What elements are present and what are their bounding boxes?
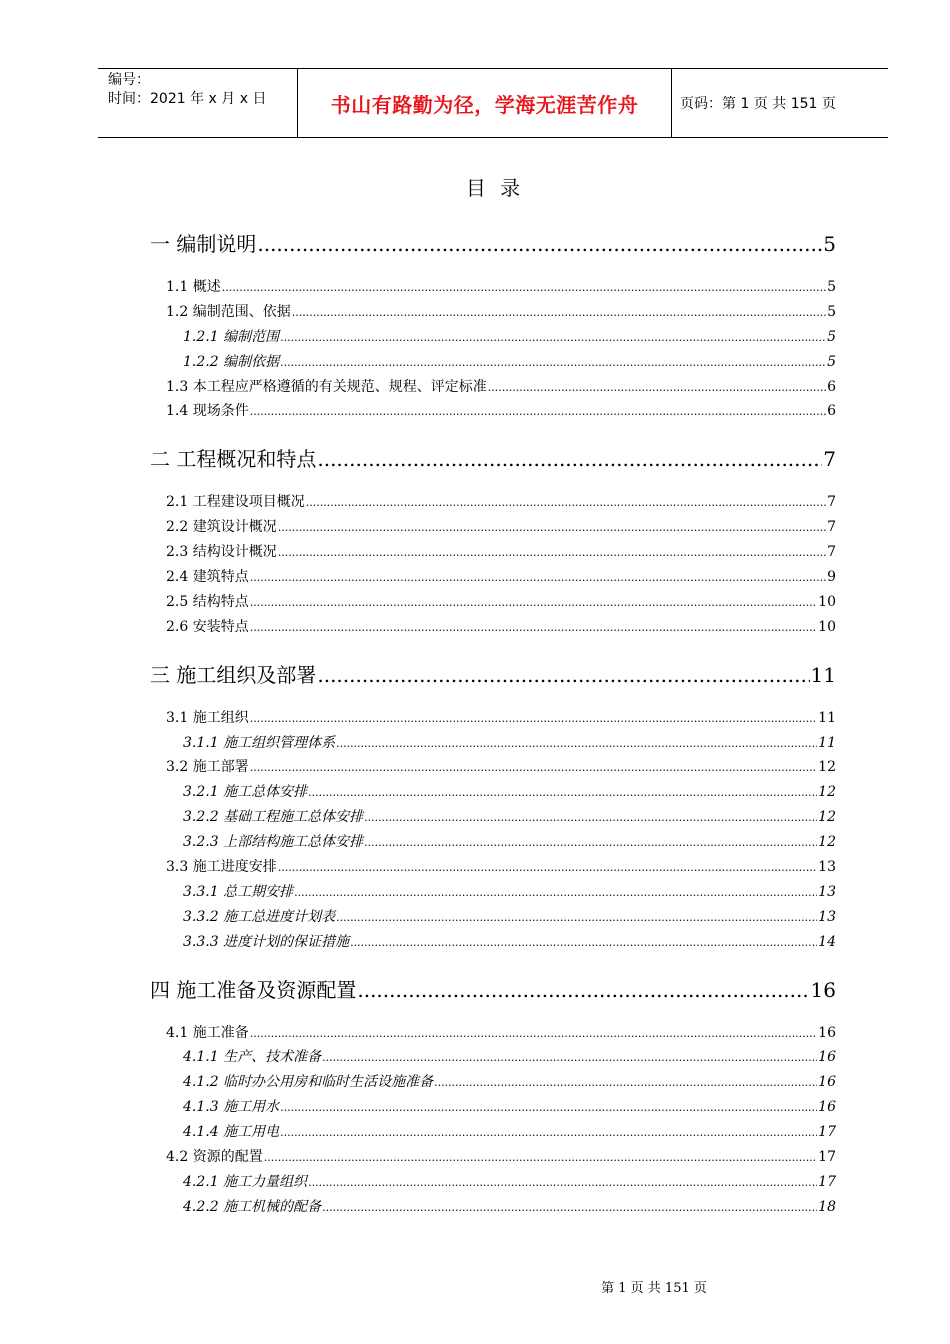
page-footer: 第 1 页 共 151 页 xyxy=(601,1281,707,1296)
toc-entry-title: 4.1.1 生产、技术准备 xyxy=(183,1049,322,1066)
toc-entry[interactable] xyxy=(150,1071,836,1096)
toc-leader-dots xyxy=(434,1074,817,1090)
toc-entry-title: 2.5 结构特点 xyxy=(166,593,249,610)
toc-entry-title: 一 编制说明 xyxy=(150,232,257,256)
toc-entry-title: 3.2.1 施工总体安排 xyxy=(183,784,308,801)
toc-leader-dots xyxy=(364,834,817,850)
toc-entry-title: 2.3 结构设计概况 xyxy=(166,544,277,561)
toc-entry-title: 二 工程概况和特点 xyxy=(150,447,317,472)
toc-entry-page: 7 xyxy=(823,447,836,472)
header-page-info: 页码：第 1 页 共 151 页 xyxy=(680,96,836,112)
toc-entry-title: 3.3.3 进度计划的保证措施 xyxy=(183,933,350,950)
toc-entry[interactable] xyxy=(150,707,836,732)
toc-entry[interactable] xyxy=(150,974,836,1004)
toc-entry-page: 14 xyxy=(818,933,836,950)
toc-entry[interactable] xyxy=(150,806,836,831)
toc-entry-title: 4.2 资源的配置 xyxy=(166,1149,263,1166)
toc-leader-dots xyxy=(250,569,826,585)
toc-leader-dots xyxy=(250,759,817,775)
toc-entry-page: 13 xyxy=(818,908,836,925)
toc-entry[interactable] xyxy=(150,1022,836,1047)
toc-entry[interactable] xyxy=(150,732,836,757)
toc-entry-page: 11 xyxy=(818,709,836,726)
toc-entry-title: 三 施工组织及部署 xyxy=(150,662,317,687)
toc-leader-dots xyxy=(317,663,809,687)
toc-entry-title: 4.2.2 施工机械的配备 xyxy=(183,1198,322,1215)
toc-entry[interactable] xyxy=(150,400,836,425)
toc-entry-page: 13 xyxy=(818,859,836,876)
toc-leader-dots xyxy=(250,619,817,635)
toc-entry[interactable] xyxy=(150,351,836,376)
toc-entry-title: 3.3.2 施工总进度计划表 xyxy=(183,908,336,925)
toc-entry[interactable] xyxy=(150,591,836,616)
toc-entry[interactable] xyxy=(150,443,836,473)
toc-entry-title: 2.2 建筑设计概况 xyxy=(166,519,277,536)
toc-entry-page: 12 xyxy=(818,784,836,801)
toc-entry-page: 12 xyxy=(818,809,836,826)
toc-leader-dots xyxy=(294,884,817,900)
toc-leader-dots xyxy=(308,784,817,800)
toc-leader-dots xyxy=(317,447,822,471)
toc-entry-page: 11 xyxy=(810,662,836,687)
toc-entry-title: 4.1 施工准备 xyxy=(166,1024,249,1041)
toc-entry-page: 7 xyxy=(827,494,836,511)
toc-entry-page: 5 xyxy=(823,232,836,256)
toc-entry-title: 2.4 建筑特点 xyxy=(166,569,249,586)
toc-entry-page: 9 xyxy=(827,569,836,586)
toc-entry-page: 16 xyxy=(818,1049,836,1066)
toc-leader-dots xyxy=(336,909,817,925)
header-meta xyxy=(98,69,298,137)
toc-entry[interactable] xyxy=(150,516,836,541)
toc-leader-dots xyxy=(308,1174,817,1190)
toc-entry-page: 18 xyxy=(818,1198,836,1215)
toc-entry-page: 13 xyxy=(818,883,836,900)
toc-entry[interactable] xyxy=(150,781,836,806)
toc-entry-page: 5 xyxy=(827,279,836,295)
toc-leader-dots xyxy=(364,809,817,825)
toc-entry-page: 5 xyxy=(827,353,836,370)
toc-entry-title: 4.1.4 施工用电 xyxy=(183,1124,280,1141)
toc-leader-dots xyxy=(250,710,817,726)
toc-leader-dots xyxy=(257,232,822,256)
toc-entry-title: 4.1.2 临时办公用房和临时生活设施准备 xyxy=(183,1074,434,1091)
toc-entry-title: 1.3 本工程应严格遵循的有关规范、规程、评定标准 xyxy=(166,378,487,395)
toc-entry[interactable] xyxy=(150,1196,836,1221)
table-of-contents xyxy=(150,228,836,1221)
toc-entry-page: 6 xyxy=(827,378,836,395)
toc-entry-page: 12 xyxy=(818,759,836,776)
toc-entry[interactable] xyxy=(150,276,836,301)
toc-entry[interactable] xyxy=(150,659,836,689)
toc-entry-page: 7 xyxy=(827,544,836,561)
toc-entry[interactable] xyxy=(150,376,836,401)
toc-leader-dots xyxy=(292,304,826,320)
toc-entry-page: 10 xyxy=(818,618,836,635)
toc-leader-dots xyxy=(264,1149,817,1165)
toc-entry-title: 1.1 概述 xyxy=(166,279,221,295)
toc-leader-dots xyxy=(306,494,826,510)
toc-entry-title: 3.3 施工进度安排 xyxy=(166,859,277,876)
header-motto: 书山有路勤为径，学海无涯苦作舟 xyxy=(298,69,672,137)
toc-entry-title: 3.2.2 基础工程施工总体安排 xyxy=(183,809,364,826)
toc-entry[interactable] xyxy=(150,1046,836,1071)
toc-entry-title: 4.1.3 施工用水 xyxy=(183,1099,280,1116)
toc-entry[interactable] xyxy=(150,831,836,856)
toc-entry-page: 16 xyxy=(818,1074,836,1091)
toc-entry[interactable] xyxy=(150,1096,836,1121)
toc-leader-dots xyxy=(250,1025,817,1041)
toc-leader-dots xyxy=(488,379,826,395)
toc-entry-title: 1.2.2 编制依据 xyxy=(183,353,280,370)
toc-entry[interactable] xyxy=(150,756,836,781)
toc-leader-dots xyxy=(250,594,817,610)
toc-entry[interactable] xyxy=(150,1171,836,1196)
toc-leader-dots xyxy=(280,1124,817,1140)
toc-entry-title: 1.2 编制范围、依据 xyxy=(166,303,291,320)
toc-leader-dots xyxy=(250,403,826,419)
toc-entry-title: 3.1 施工组织 xyxy=(166,709,249,726)
number-label: 编号： xyxy=(108,72,150,88)
toc-leader-dots xyxy=(322,1049,817,1065)
toc-entry-title: 3.2.3 上部结构施工总体安排 xyxy=(183,834,364,851)
toc-leader-dots xyxy=(278,859,817,875)
page-header xyxy=(98,68,888,138)
toc-entry[interactable] xyxy=(150,541,836,566)
toc-entry-title: 3.3.1 总工期安排 xyxy=(183,883,294,900)
toc-entry[interactable] xyxy=(150,326,836,351)
toc-entry-page: 6 xyxy=(827,403,836,420)
toc-leader-dots xyxy=(278,544,826,560)
toc-entry-page: 11 xyxy=(818,734,836,751)
toc-entry-title: 3.1.1 施工组织管理体系 xyxy=(183,734,336,751)
toc-entry-title: 1.2.1 编制范围 xyxy=(183,328,280,345)
toc-leader-dots xyxy=(336,735,817,751)
toc-leader-dots xyxy=(357,978,809,1002)
toc-entry[interactable] xyxy=(150,1121,836,1146)
toc-leader-dots xyxy=(280,1099,817,1115)
toc-entry-page: 16 xyxy=(810,977,836,1002)
toc-leader-dots xyxy=(322,1199,817,1215)
toc-entry[interactable] xyxy=(150,616,836,641)
toc-entry-page: 17 xyxy=(818,1173,836,1190)
toc-entry[interactable] xyxy=(150,931,836,956)
toc-entry-page: 12 xyxy=(818,834,836,851)
toc-leader-dots xyxy=(278,519,826,535)
toc-entry-title: 2.1 工程建设项目概况 xyxy=(166,494,305,511)
toc-leader-dots xyxy=(280,329,826,345)
toc-entry-page: 17 xyxy=(818,1124,836,1141)
toc-entry[interactable] xyxy=(150,566,836,591)
toc-entry-page: 5 xyxy=(827,328,836,345)
toc-entry[interactable] xyxy=(150,301,836,326)
toc-title: 目 录 xyxy=(465,176,525,200)
toc-entry-page: 16 xyxy=(818,1099,836,1116)
time-label: 时间：2021 年 x 月 x 日 xyxy=(108,91,267,107)
toc-entry[interactable] xyxy=(150,228,836,258)
toc-entry[interactable] xyxy=(150,881,836,906)
toc-entry-title: 3.2 施工部署 xyxy=(166,759,249,776)
toc-entry[interactable] xyxy=(150,906,836,931)
toc-entry[interactable] xyxy=(150,491,836,516)
toc-entry-title: 4.2.1 施工力量组织 xyxy=(183,1173,308,1190)
toc-entry[interactable] xyxy=(150,856,836,881)
toc-entry-page: 5 xyxy=(827,303,836,320)
toc-entry-page: 16 xyxy=(818,1024,836,1041)
toc-entry-page: 7 xyxy=(827,519,836,536)
toc-entry-page: 10 xyxy=(818,593,836,610)
toc-entry-title: 四 施工准备及资源配置 xyxy=(150,977,357,1002)
toc-leader-dots xyxy=(280,354,826,370)
toc-entry-title: 2.6 安装特点 xyxy=(166,618,249,635)
toc-leader-dots xyxy=(350,934,817,950)
toc-entry-title: 1.4 现场条件 xyxy=(166,403,249,420)
toc-entry[interactable] xyxy=(150,1146,836,1171)
toc-leader-dots xyxy=(222,279,826,295)
toc-entry-page: 17 xyxy=(818,1149,836,1166)
